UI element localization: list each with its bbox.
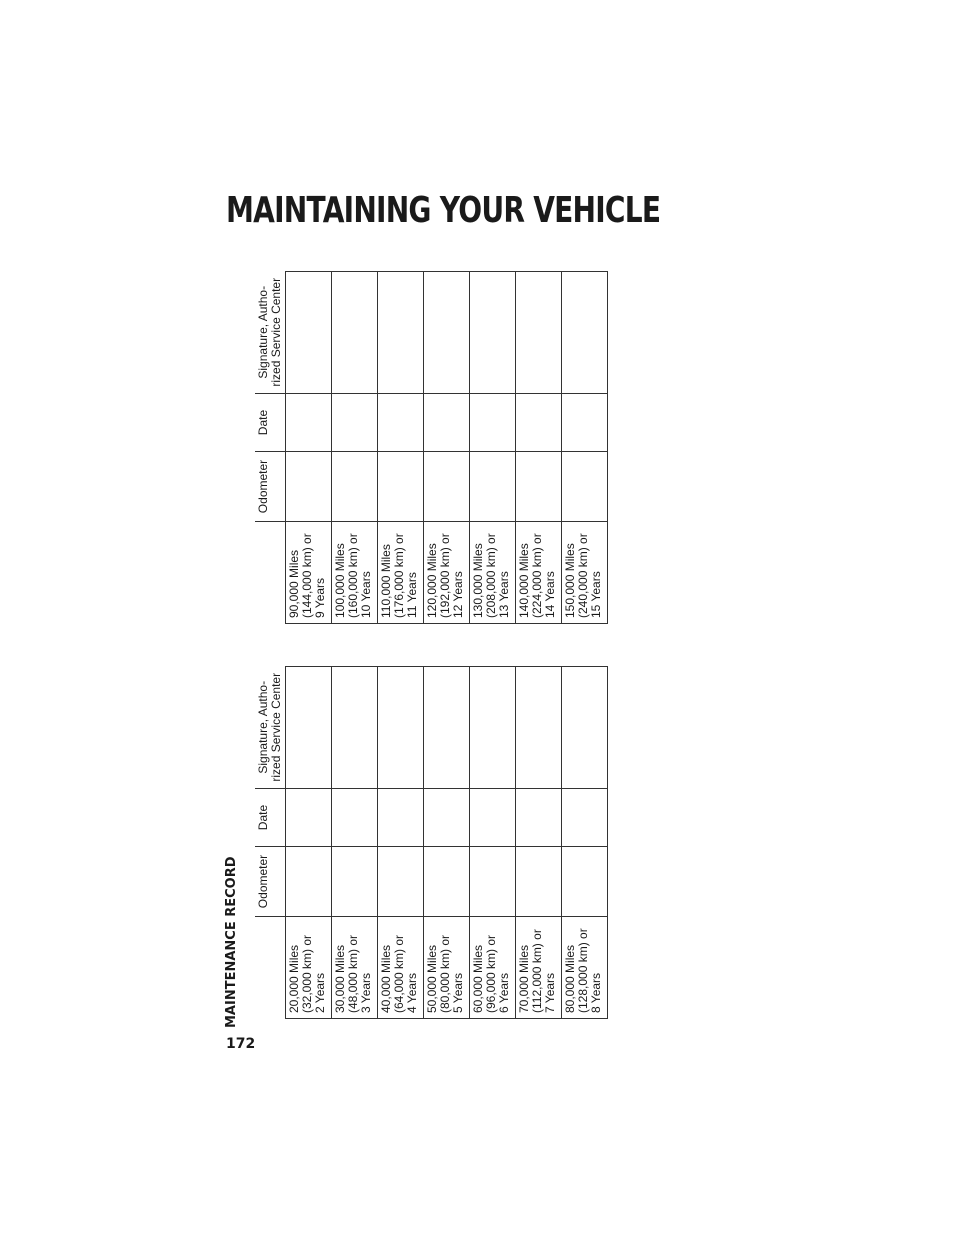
maintenance-table-right (255, 271, 608, 624)
signature-cell[interactable] (423, 272, 469, 394)
odometer-cell[interactable] (469, 847, 515, 917)
table-row (561, 272, 607, 624)
odometer-cell[interactable] (515, 452, 561, 522)
section-label: MAINTENANCE RECORD (224, 856, 239, 1028)
table-row (423, 272, 469, 624)
signature-header: Signature, Autho- rized Service Center (255, 272, 285, 394)
odometer-cell[interactable] (561, 847, 607, 917)
interval-cell: 30,000 Miles (48,000 km) or 3 Years (331, 917, 377, 1019)
table-row (285, 272, 331, 624)
interval-cell: 60,000 Miles (96,000 km) or 6 Years (469, 917, 515, 1019)
odometer-cell[interactable] (331, 847, 377, 917)
interval-cell: 140,000 Miles (224,000 km) or 14 Years (515, 522, 561, 624)
signature-header: Signature, Autho- rized Service Center (255, 667, 285, 789)
interval-cell: 20,000 Miles (32,000 km) or 2 Years (285, 917, 331, 1019)
date-header: Date (255, 789, 285, 847)
odometer-header: Odometer (255, 847, 285, 917)
odometer-cell[interactable] (285, 847, 331, 917)
signature-cell[interactable] (515, 272, 561, 394)
table-header-row (255, 272, 285, 624)
date-cell[interactable] (285, 789, 331, 847)
page-title: MAINTAINING YOUR VEHICLE (226, 190, 661, 231)
table-row (469, 667, 515, 1019)
table-row (469, 272, 515, 624)
signature-cell[interactable] (377, 667, 423, 789)
signature-cell[interactable] (285, 667, 331, 789)
table-row (561, 667, 607, 1019)
signature-cell[interactable] (469, 272, 515, 394)
interval-cell: 90,000 Miles (144,000 km) or 9 Years (285, 522, 331, 624)
signature-cell[interactable] (561, 272, 607, 394)
table-row (515, 667, 561, 1019)
interval-cell: 150,000 Miles (240,000 km) or 15 Years (561, 522, 607, 624)
date-cell[interactable] (377, 394, 423, 452)
odometer-cell[interactable] (285, 452, 331, 522)
odometer-header: Odometer (255, 452, 285, 522)
odometer-cell[interactable] (515, 847, 561, 917)
interval-cell: 50,000 Miles (80,000 km) or 5 Years (423, 917, 469, 1019)
interval-header (255, 522, 285, 624)
date-cell[interactable] (285, 394, 331, 452)
interval-header (255, 917, 285, 1019)
date-cell[interactable] (561, 394, 607, 452)
date-cell[interactable] (515, 394, 561, 452)
interval-cell: 70,000 Miles (112,000 km) or 7 Years (515, 917, 561, 1019)
date-cell[interactable] (469, 789, 515, 847)
interval-cell: 40,000 Miles (64,000 km) or 4 Years (377, 917, 423, 1019)
date-cell[interactable] (423, 789, 469, 847)
table-row (515, 272, 561, 624)
interval-cell: 130,000 Miles (208,000 km) or 13 Years (469, 522, 515, 624)
date-header: Date (255, 394, 285, 452)
odometer-cell[interactable] (423, 452, 469, 522)
date-cell[interactable] (515, 789, 561, 847)
odometer-cell[interactable] (377, 847, 423, 917)
signature-cell[interactable] (377, 272, 423, 394)
signature-cell[interactable] (515, 667, 561, 789)
signature-cell[interactable] (285, 272, 331, 394)
table-header-row (255, 667, 285, 1019)
signature-cell[interactable] (561, 667, 607, 789)
interval-cell: 80,000 Miles (128,000 km) or 8 Years (561, 917, 607, 1019)
interval-cell: 100,000 Miles (160,000 km) or 10 Years (331, 522, 377, 624)
table-row (423, 667, 469, 1019)
signature-cell[interactable] (469, 667, 515, 789)
table-row (285, 667, 331, 1019)
interval-cell: 110,000 Miles (176,000 km) or 11 Years (377, 522, 423, 624)
interval-cell: 120,000 Miles (192,000 km) or 12 Years (423, 522, 469, 624)
odometer-cell[interactable] (469, 452, 515, 522)
date-cell[interactable] (469, 394, 515, 452)
odometer-cell[interactable] (331, 452, 377, 522)
odometer-cell[interactable] (377, 452, 423, 522)
signature-cell[interactable] (331, 272, 377, 394)
date-cell[interactable] (331, 789, 377, 847)
table-row (331, 272, 377, 624)
table-row (331, 667, 377, 1019)
maintenance-table-left (255, 666, 608, 1019)
signature-cell[interactable] (331, 667, 377, 789)
table-row (377, 667, 423, 1019)
table-row (377, 272, 423, 624)
odometer-cell[interactable] (423, 847, 469, 917)
date-cell[interactable] (331, 394, 377, 452)
date-cell[interactable] (561, 789, 607, 847)
date-cell[interactable] (377, 789, 423, 847)
page-number: 172 (226, 1036, 256, 1052)
date-cell[interactable] (423, 394, 469, 452)
signature-cell[interactable] (423, 667, 469, 789)
odometer-cell[interactable] (561, 452, 607, 522)
